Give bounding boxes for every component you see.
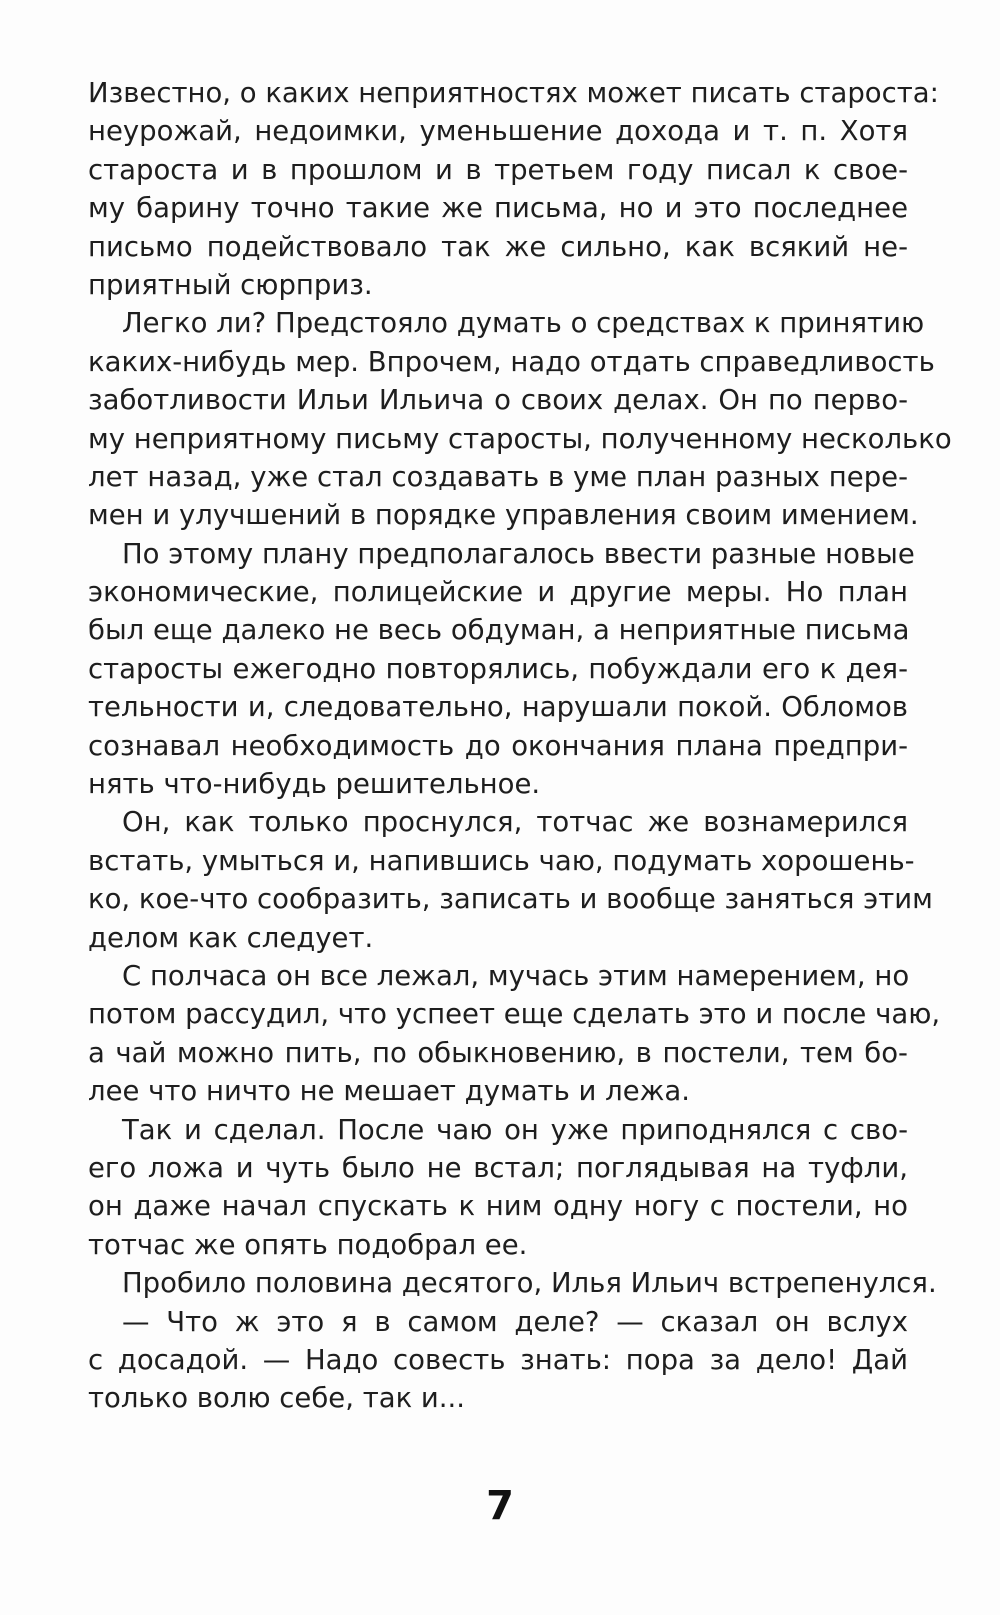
text-line: потом рассудил, что успеет еще сделать это и после чаю, [88, 998, 941, 1031]
text-line: Легко ли? Предстояло думать о средствах к принятию [122, 307, 925, 340]
text-line: был еще далеко не весь обдуман, а неприятные письма [88, 614, 910, 647]
text-line: тотчас же опять подобрал ее. [88, 1228, 528, 1261]
text-line: его ложа и чуть было не встал; поглядывая на туфли, [88, 1151, 908, 1184]
text-line: каких-нибудь мер. Впрочем, надо отдать справедливость [88, 345, 935, 378]
paragraph [88, 1111, 908, 1265]
text-line: письмо подействовало так же сильно, как всякий не- [88, 230, 908, 263]
text-line: неурожай, недоимки, уменьшение дохода и т. п. Хотя [88, 115, 908, 148]
text-line: лет назад, уже стал создавать в уме план разных пере- [88, 460, 908, 493]
text-line: Известно, о каких неприятностях может писать староста: [88, 77, 939, 109]
paragraph [88, 1303, 908, 1418]
text-line: экономические, полицейские и другие меры. Но план [88, 576, 908, 609]
text-line: ко, кое-что сообразить, записать и вообще заняться этим [88, 883, 933, 916]
text-line: Пробило половина десятого, Илья Ильич встрепенулся. [122, 1267, 937, 1300]
text-line: Так и сделал. После чаю он уже приподнялся с сво- [122, 1113, 908, 1146]
paragraph [88, 535, 915, 804]
text-line: делом как следует. [88, 921, 374, 954]
text-line: приятный сюрприз. [88, 268, 373, 301]
text-line: По этому плану предполагалось ввести разные новые [122, 537, 915, 570]
text-line: заботливости Ильи Ильича о своих делах. Он по перво- [88, 384, 908, 417]
text-line: лее что ничто не мешает думать и лежа. [88, 1075, 691, 1108]
page-text [88, 74, 952, 1418]
text-line: с досадой. — Надо совесть знать: пора за дело! Дай [88, 1343, 908, 1376]
paragraph [88, 957, 941, 1111]
paragraph [88, 1264, 937, 1302]
paragraph [88, 304, 952, 534]
text-line: только волю себе, так и... [88, 1382, 466, 1415]
text-line: С полчаса он все лежал, мучась этим намерением, но [122, 959, 910, 992]
text-line: староста и в прошлом и в третьем году писал к свое- [88, 153, 908, 186]
text-line: а чай можно пить, по обыкновению, в постели, тем бо- [88, 1036, 908, 1069]
text-line: старосты ежегодно повторялись, побуждали его к дея- [88, 652, 908, 685]
text-line: му неприятному письму старосты, полученному несколько [88, 422, 952, 455]
text-line: тельности и, следовательно, нарушали покой. Обломов [88, 691, 908, 724]
text-line: нять что-нибудь решительное. [88, 768, 541, 801]
text-line: — Что ж это я в самом деле? — сказал он вслух [122, 1305, 908, 1338]
paragraph [88, 74, 939, 304]
text-line: сознавал необходимость до окончания плана предпри- [88, 729, 908, 762]
text-line: му барину точно такие же письма, но и это последнее [88, 192, 908, 225]
text-line: он даже начал спускать к ним одну ногу с постели, но [88, 1190, 908, 1223]
text-line: Он, как только проснулся, тотчас же вознамерился [122, 806, 908, 839]
page-number: 7 [486, 1483, 514, 1529]
text-line: мен и улучшений в порядке управления своим имением. [88, 499, 919, 532]
text-line: встать, умыться и, напившись чаю, подумать хорошень- [88, 844, 915, 877]
paragraph [88, 803, 933, 957]
